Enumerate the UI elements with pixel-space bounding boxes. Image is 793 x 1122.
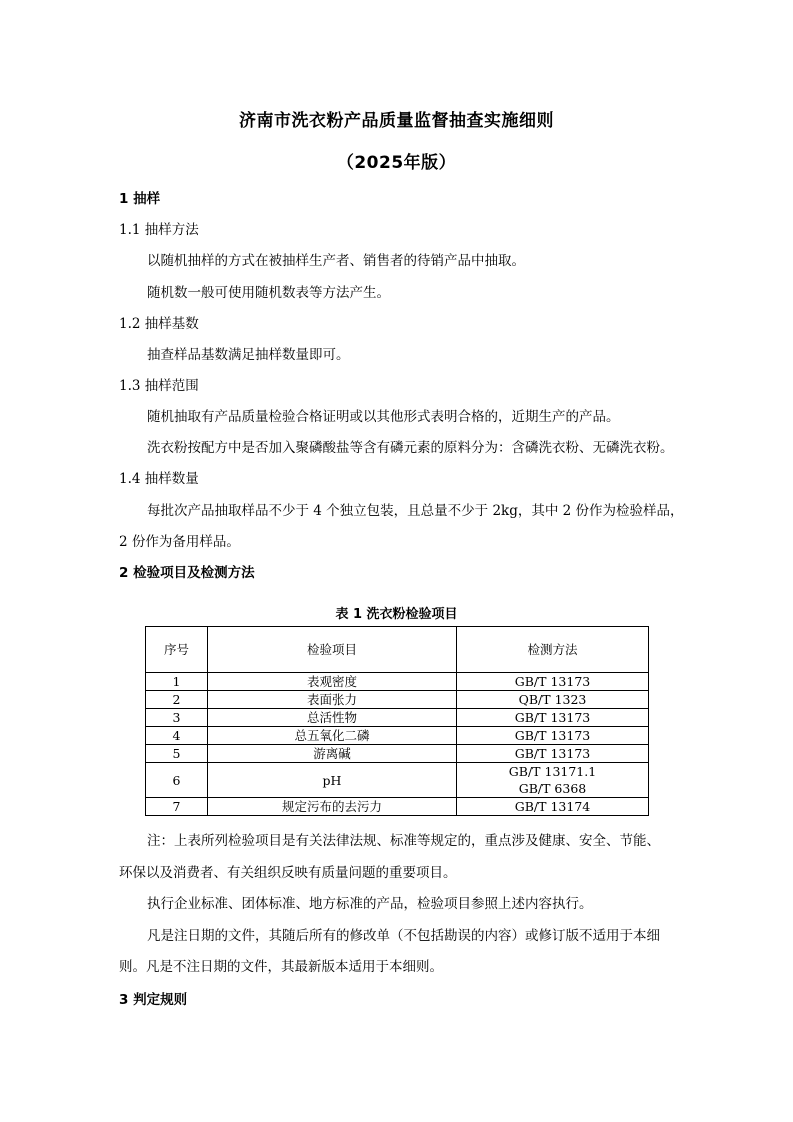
cell-item: 表面张力 bbox=[208, 691, 457, 709]
paragraph: 以随机抽样的方式在被抽样生产者、销售者的待销产品中抽取。 bbox=[147, 253, 525, 269]
section-1-1-heading: 1.1 抽样方法 bbox=[119, 222, 199, 238]
paragraph-continuation: 2 份作为备用样品。 bbox=[119, 534, 240, 550]
paragraph: 随机数一般可使用随机数表等方法产生。 bbox=[147, 285, 390, 301]
document-subtitle: （2025年版） bbox=[336, 153, 457, 173]
section-1-3-heading: 1.3 抽样范围 bbox=[119, 378, 199, 394]
header-seq: 序号 bbox=[146, 627, 208, 673]
document-title: 济南市洗衣粉产品质量监督抽查实施细则 bbox=[239, 111, 554, 131]
paragraph: 洗衣粉按配方中是否加入聚磷酸盐等含有磷元素的原料分为：含磷洗衣粉、无磷洗衣粉。 bbox=[147, 440, 674, 456]
section-3-heading: 3 判定规则 bbox=[119, 992, 188, 1008]
cell-no: 1 bbox=[146, 673, 208, 691]
table-row bbox=[146, 798, 649, 816]
cell-item: 总五氧化二磷 bbox=[208, 727, 457, 745]
header-method: 检测方法 bbox=[457, 627, 649, 673]
cell-method: QB/T 1323 bbox=[457, 691, 649, 709]
section-1-heading: 1 抽样 bbox=[119, 191, 161, 207]
section-1-4-heading: 1.4 抽样数量 bbox=[119, 471, 199, 487]
paragraph: 随机抽取有产品质量检验合格证明或以其他形式表明合格的，近期生产的产品。 bbox=[147, 409, 620, 425]
table-row bbox=[146, 763, 649, 798]
table-caption: 表 1 洗衣粉检验项目 bbox=[335, 607, 458, 622]
method-line: GB/T 6368 bbox=[518, 781, 587, 796]
cell-method: GB/T 13174 bbox=[457, 798, 649, 816]
paragraph: 每批次产品抽取样品不少于 4 个独立包装，且总量不少于 2kg，其中 2 份作为检验样品， bbox=[147, 503, 684, 519]
table-header-row bbox=[146, 627, 649, 673]
paragraph: 抽查样品基数满足抽样数量即可。 bbox=[147, 347, 350, 363]
section-2-heading: 2 检验项目及检测方法 bbox=[119, 565, 255, 581]
method-line: GB/T 13171.1 bbox=[508, 764, 597, 779]
cell-no: 7 bbox=[146, 798, 208, 816]
cell-item: 规定污布的去污力 bbox=[208, 798, 457, 816]
inspection-items-table bbox=[145, 626, 649, 816]
cell-item: pH bbox=[208, 763, 457, 798]
table-row bbox=[146, 727, 649, 745]
table-row bbox=[146, 691, 649, 709]
table-note-continuation: 环保以及消费者、有关组织反映有质量问题的重要项目。 bbox=[119, 865, 457, 881]
cell-no: 6 bbox=[146, 763, 208, 798]
table-row bbox=[146, 709, 649, 727]
cell-no: 5 bbox=[146, 745, 208, 763]
cell-item: 表观密度 bbox=[208, 673, 457, 691]
table-row bbox=[146, 745, 649, 763]
cell-no: 3 bbox=[146, 709, 208, 727]
cell-method: GB/T 13173 bbox=[457, 709, 649, 727]
paragraph: 执行企业标准、团体标准、地方标准的产品，检验项目参照上述内容执行。 bbox=[147, 896, 593, 912]
section-1-2-heading: 1.2 抽样基数 bbox=[119, 316, 199, 332]
cell-method: GB/T 13173 bbox=[457, 673, 649, 691]
header-item: 检验项目 bbox=[208, 627, 457, 673]
cell-item: 游离碱 bbox=[208, 745, 457, 763]
cell-no: 4 bbox=[146, 727, 208, 745]
cell-method: GB/T 13173 bbox=[457, 745, 649, 763]
table-note: 注：上表所列检验项目是有关法律法规、标准等规定的，重点涉及健康、安全、节能、 bbox=[147, 833, 660, 849]
paragraph-continuation: 则。凡是不注日期的文件，其最新版本适用于本细则。 bbox=[119, 959, 443, 975]
cell-item: 总活性物 bbox=[208, 709, 457, 727]
paragraph: 凡是注日期的文件，其随后所有的修改单（不包括勘误的内容）或修订版不适用于本细 bbox=[147, 928, 660, 944]
cell-no: 2 bbox=[146, 691, 208, 709]
table-row bbox=[146, 673, 649, 691]
cell-method: GB/T 13173 bbox=[457, 727, 649, 745]
cell-method bbox=[457, 763, 649, 798]
